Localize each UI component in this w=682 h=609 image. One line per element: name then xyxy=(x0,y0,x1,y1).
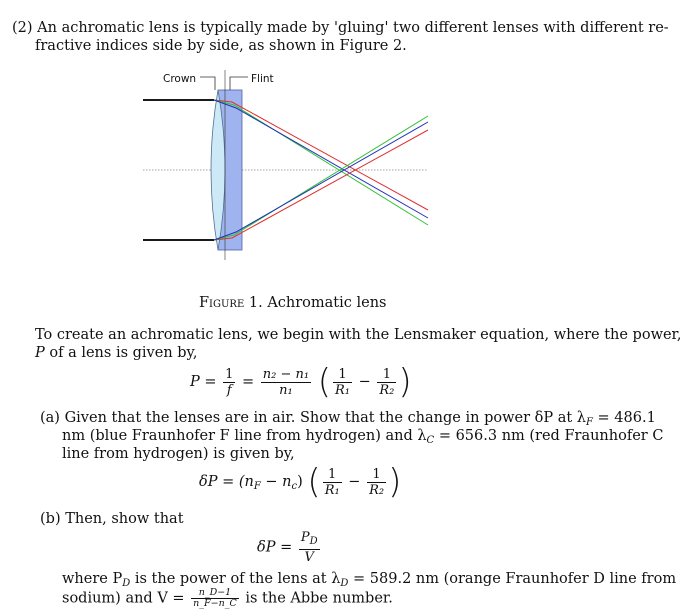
delta-p-equation: $\delta P = (n_F - n_c)$ ( $\frac{1}{\text{R₁}}$ − $\frac{1}{\text{R₂}}$ ) xyxy=(199,462,402,502)
problem-intro-line1 xyxy=(12,19,669,37)
body-line1: To create an achromatic lens, we begin with the Lensmaker equation, where the power, xyxy=(35,327,682,343)
where-line2: sodium) and V = $\frac{n\_D-1}{n\_F-n\_C}$ is the Abbe number. xyxy=(62,587,393,609)
part-a-line1: (a) Given that the lenses are in air. Show that the change in power δP at $\lambda_F = 486.1$ xyxy=(40,410,656,428)
ray-top-green xyxy=(214,100,428,225)
ray-bottom-blue xyxy=(214,122,428,240)
ray-bottom-green xyxy=(214,116,428,240)
achromatic-lens-figure xyxy=(0,60,640,320)
flint-callout xyxy=(230,77,248,90)
crown-callout xyxy=(200,77,215,90)
part-a-line3: line from hydrogen) is given by, xyxy=(62,446,295,462)
ray-top-red xyxy=(214,100,428,210)
lensmaker-equation: P = $\frac{1}{f}$ = $\frac{\text{n₂ − n₁}}{\text{n₁}}$ ( $\frac{1}{\text{R₁}}$ − $\frac{1}{\text{R₂}}$ ) xyxy=(190,362,412,402)
part-a-line2: nm (blue Fraunhofer F line from hydrogen) and $\lambda_C = 656.3$ nm (red Fraunhofer C xyxy=(62,428,664,446)
figure-caption xyxy=(199,294,387,312)
body-line2: P of a lens is given by, xyxy=(35,345,198,361)
problem-intro-line2: fractive indices side by side, as shown in Figure 2. xyxy=(35,38,407,54)
part-b-line: (b) Then, show that xyxy=(40,511,184,527)
abbe-equation: δP = $\frac{P_D}{V}$ xyxy=(257,530,318,565)
ray-bottom-red xyxy=(214,130,428,240)
where-line1: where $P_D$ is the power of the lens at $\lambda_D = 589.2$ nm (orange Fraunhofer D line from xyxy=(62,571,677,589)
caption-text: Achromatic lens xyxy=(267,295,387,311)
crown-label: Crown xyxy=(163,73,197,85)
intro-text-1: An achromatic lens is typically made by 'gluing' two different lenses with different re- xyxy=(37,20,669,36)
caption-prefix: Figure 1. xyxy=(199,295,263,311)
flint-label: Flint xyxy=(251,73,274,85)
problem-number: (2) xyxy=(12,20,33,36)
